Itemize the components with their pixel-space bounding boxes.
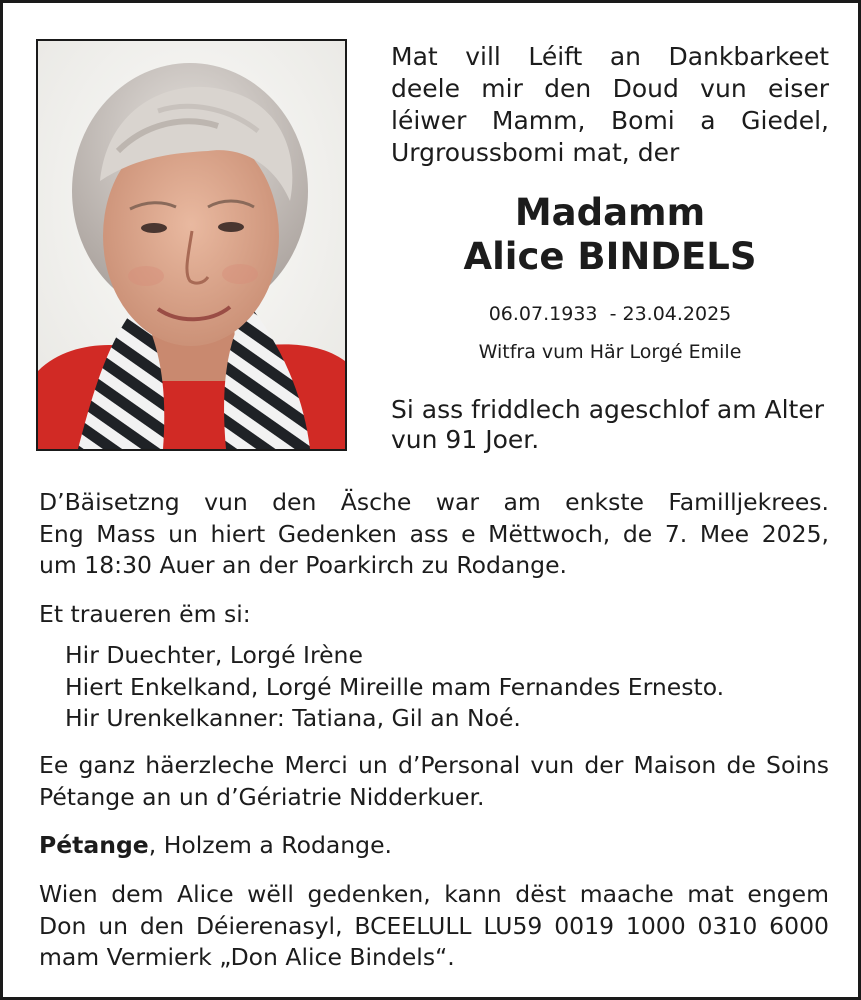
location-bold: Pétange	[39, 831, 149, 859]
mourner-line: Hiert Enkelkand, Lorgé Mireille mam Fernandes Ernesto.	[65, 672, 725, 701]
name-full: Alice BINDELS	[463, 235, 757, 278]
portrait-photo	[36, 39, 347, 451]
mourner-line: Hir Duechter, Lorgé Irène	[65, 641, 363, 669]
intro-line: Mat vill Léift an Dankbarkeet	[391, 42, 829, 71]
intro-line: léiwer Mamm, Bomi a Giedel,	[391, 106, 829, 135]
intro-text	[391, 41, 829, 169]
donation-line: Wien dem Alice wëll gedenken, kann dëst maache mat engem	[39, 880, 829, 908]
location-text	[39, 830, 829, 862]
intro-line: deele mir den Doud vun eiser	[391, 74, 829, 103]
intro-line: Urgroussbomi mat, der	[391, 138, 680, 167]
age-line: vun 91 Joer.	[391, 425, 540, 454]
age-line: Si ass friddlech ageschlof am Alter	[391, 395, 825, 424]
funeral-line: um 18:30 Auer an der Poarkirch zu Rodange.	[39, 551, 568, 579]
mourners-list	[39, 640, 855, 735]
name-title: Madamm	[514, 191, 706, 234]
donation-line: mam Vermierk „Don Alice Bindels“.	[39, 943, 455, 971]
widow-of: Witfra vum Här Lorgé Emile	[478, 341, 742, 363]
life-dates: 06.07.1933 - 23.04.2025	[488, 303, 732, 325]
location-rest: , Holzem a Rodange.	[148, 831, 393, 859]
thanks-line: Ee ganz häerzleche Merci un d’Personal vun der Maison de Soins	[39, 751, 829, 779]
funeral-line: D’Bäisetzng vun den Äsche war am enkste Familljekrees.	[39, 488, 829, 516]
mourners-intro: Et traueren ëm si:	[39, 600, 251, 628]
thanks-line: Pétange an un d’Gériatrie Nidderkuer.	[39, 782, 485, 811]
donation-text	[39, 879, 829, 974]
thanks-text	[39, 750, 829, 813]
donation-line: Don un den Déierenasyl, BCEELULL LU59 0019 1000 0310 6000	[39, 911, 829, 940]
age-text	[391, 395, 829, 455]
funeral-info	[39, 487, 829, 582]
funeral-line: Eng Mass un hiert Gedenken ass e Mëttwoch, de 7. Mee 2025,	[39, 519, 829, 548]
mourner-line: Hir Urenkelkanner: Tatiana, Gil an Noé.	[65, 704, 521, 732]
deceased-name	[391, 191, 829, 279]
